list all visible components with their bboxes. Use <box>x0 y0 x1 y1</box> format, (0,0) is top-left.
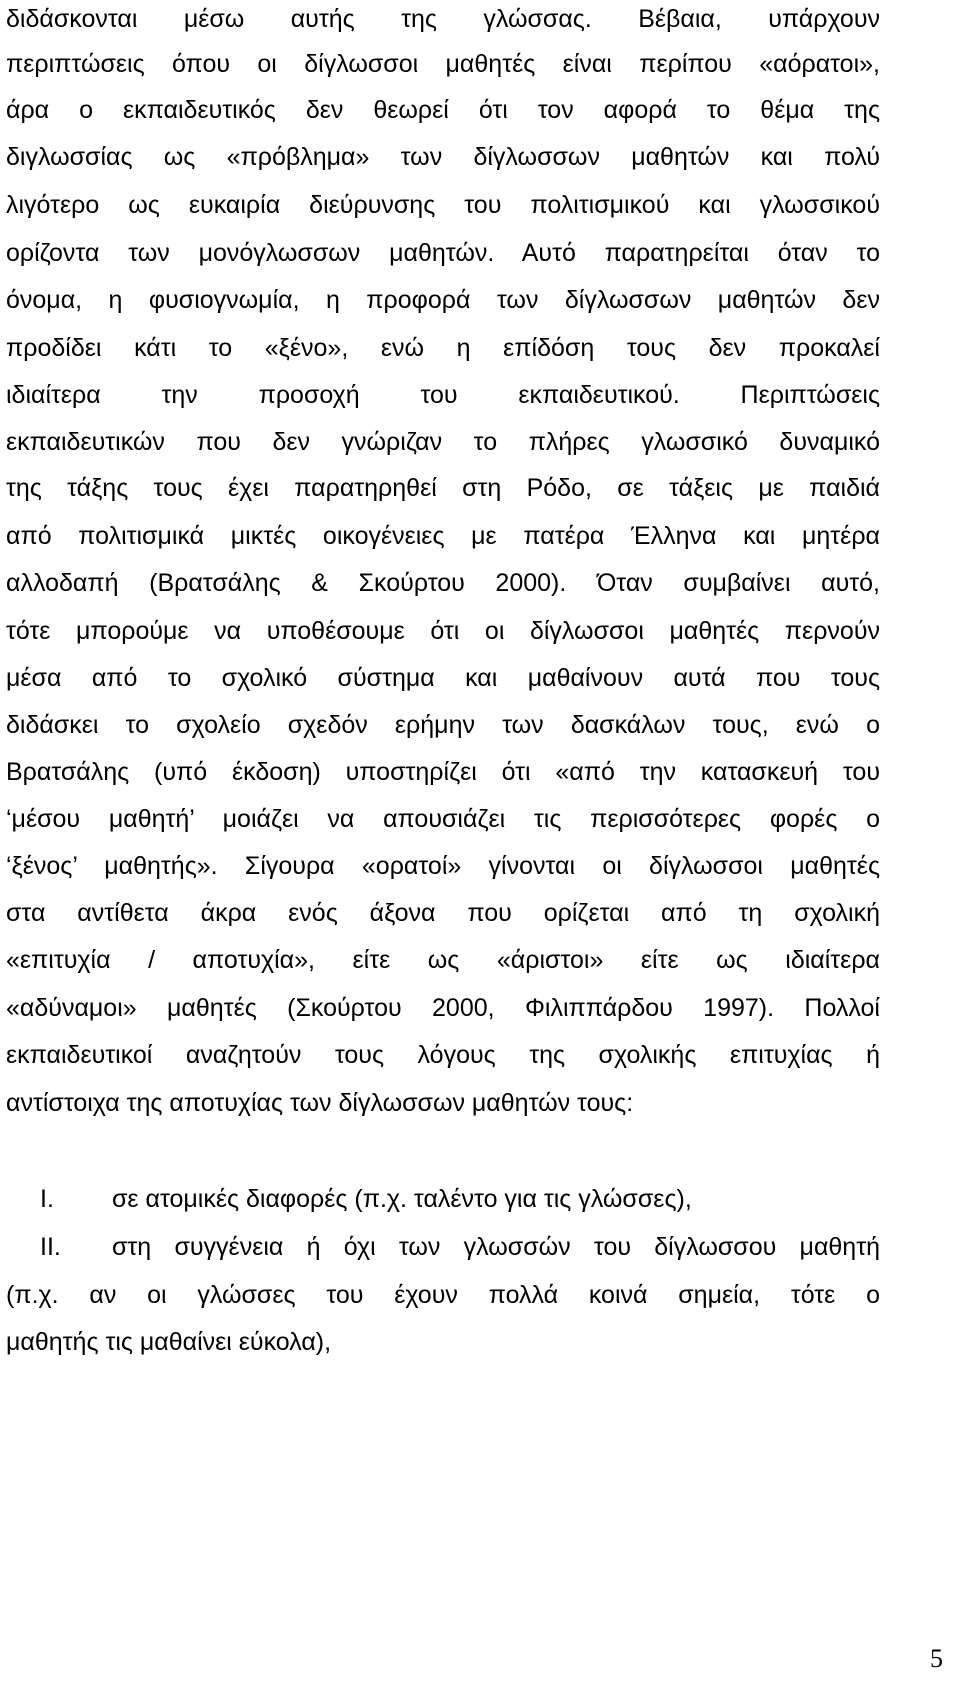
page-number: 5 <box>930 1644 943 1673</box>
list-item-text: σε ατομικές διαφορές (π.χ. ταλέντο για τις γλώσσες), <box>112 1185 692 1213</box>
paragraph-line: άρα ο εκπαιδευτικός δεν θεωρεί ότι τον αφορά το θέμα της <box>6 96 880 124</box>
paragraph-line: Βρατσάλης (υπό έκδοση) υποστηρίζει ότι «από την κατασκευή του <box>6 758 880 786</box>
paragraph-line: αντίστοιχα της αποτυχίας των δίγλωσσων μαθητών τους: <box>6 1089 634 1117</box>
paragraph-line: διδάσκει το σχολείο σχεδόν ερήμην των δασκάλων τους, ενώ ο <box>6 711 880 739</box>
paragraph-line: στα αντίθετα άκρα ενός άξονα που ορίζεται από τη σχολική <box>6 899 880 927</box>
paragraph-line: εκπαιδευτικοί αναζητούν τους λόγους της σχολικής επιτυχίας ή <box>6 1041 880 1069</box>
paragraph-line: «αδύναμοι» μαθητές (Σκούρτου 2000, Φιλιππάρδου 1997). Πολλοί <box>6 994 880 1022</box>
list-marker: I. <box>40 1185 54 1213</box>
paragraph-line: αλλοδαπή (Βρατσάλης & Σκούρτου 2000). Όταν συμβαίνει αυτό, <box>6 569 880 597</box>
paragraph-line: ‘ξένος’ μαθητής». Σίγουρα «ορατοί» γίνονται οι δίγλωσσοι μαθητές <box>6 852 880 880</box>
paragraph-line: λιγότερο ως ευκαιρία διεύρυνσης του πολιτισμικού και γλωσσικού <box>6 191 880 219</box>
list-continuation-line: (π.χ. αν οι γλώσσες του έχουν πολλά κοινά σημεία, τότε ο <box>6 1281 880 1309</box>
paragraph-line: ορίζοντα των μονόγλωσσων μαθητών. Αυτό παρατηρείται όταν το <box>6 239 880 267</box>
paragraph-line: διγλωσσίας ως «πρόβλημα» των δίγλωσσων μαθητών και πολύ <box>6 143 880 171</box>
paragraph-line: μέσα από το σχολικό σύστημα και μαθαίνουν αυτά που τους <box>6 664 880 692</box>
paragraph-line: ιδιαίτερα την προσοχή του εκπαιδευτικού. Περιπτώσεις <box>6 381 880 409</box>
list-continuation-line: μαθητής τις μαθαίνει εύκολα), <box>6 1328 332 1356</box>
paragraph-line: ‘μέσου μαθητή’ μοιάζει να απουσιάζει τις περισσότερες φορές ο <box>6 805 880 833</box>
list-item-text: στη συγγένεια ή όχι των γλωσσών του δίγλωσσου μαθητή <box>112 1233 880 1261</box>
paragraph-line: διδάσκονται μέσω αυτής της γλώσσας. Βέβαια, υπάρχουν <box>6 5 880 33</box>
paragraph-line: της τάξης τους έχει παρατηρηθεί στη Ρόδο, σε τάξεις με παιδιά <box>6 474 880 502</box>
paragraph-line: όνομα, η φυσιογνωμία, η προφορά των δίγλωσσων μαθητών δεν <box>6 286 880 314</box>
paragraph-line: εκπαιδευτικών που δεν γνώριζαν το πλήρες γλωσσικό δυναμικό <box>6 428 880 456</box>
paragraph-line: «επιτυχία / αποτυχία», είτε ως «άριστοι» είτε ως ιδιαίτερα <box>6 946 880 974</box>
paragraph-line: τότε μπορούμε να υποθέσουμε ότι οι δίγλωσσοι μαθητές περνούν <box>6 617 880 645</box>
paragraph-line: προδίδει κάτι το «ξένο», ενώ η επίδόση τους δεν προκαλεί <box>6 334 880 362</box>
paragraph-line: από πολιτισμικά μικτές οικογένειες με πατέρα Έλληνα και μητέρα <box>6 522 880 550</box>
paragraph-line: περιπτώσεις όπου οι δίγλωσσοι μαθητές είναι περίπου «αόρατοι», <box>6 50 880 78</box>
list-marker: II. <box>40 1233 61 1261</box>
